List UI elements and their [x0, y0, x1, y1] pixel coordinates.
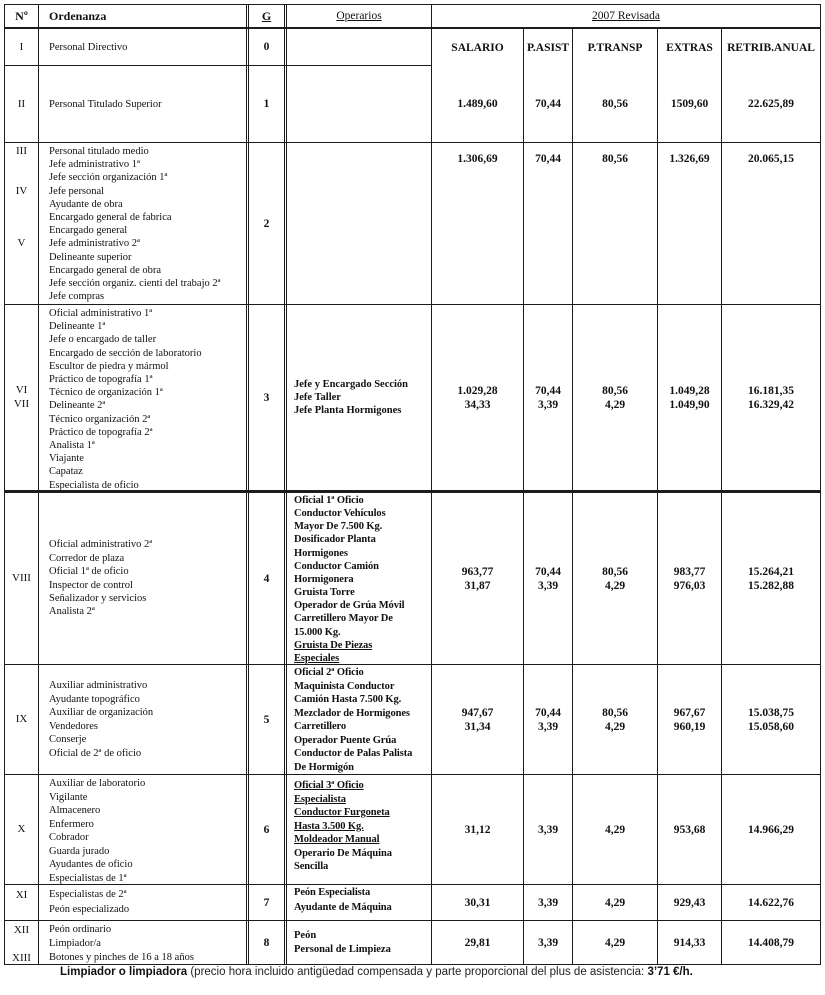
line: 3,39 [537, 823, 559, 836]
cell-extras-II [658, 66, 721, 142]
line: Peón [294, 929, 317, 941]
line: IV [15, 184, 28, 197]
line: 31,87 [464, 579, 491, 592]
line: Ayudante topográfico [49, 693, 140, 705]
line: Viajante [49, 453, 84, 465]
line: Cobrador [49, 832, 89, 843]
line: Jefe sección organización 1ª [49, 172, 168, 184]
line: 16.329,42 [748, 398, 794, 411]
line: 31,12 [464, 823, 491, 836]
line: 16.181,35 [748, 384, 794, 397]
line: Guarda jurado [49, 845, 110, 857]
left-columns-I-II [5, 29, 432, 142]
line: Peón especializado [49, 903, 130, 915]
line: Sencilla [294, 861, 329, 872]
cell-g-2: 2 [246, 143, 287, 304]
line: Enfermero [49, 818, 94, 830]
line: 80,56 [602, 98, 628, 110]
line: Práctico de topografía 2ª [49, 426, 153, 438]
cell-ordenanza-VIII [39, 493, 246, 664]
line: Oficial 3ª Oficio [294, 780, 364, 791]
cell-pasist-XI [524, 885, 573, 920]
line: Analista 1ª [49, 440, 95, 452]
line: Escultor de piedra y mármol [49, 360, 169, 372]
line: Peón Especialista [294, 887, 371, 898]
cell-ordenanza-II [39, 66, 246, 142]
line: 976,03 [673, 579, 706, 592]
cell-retrib-XII-XIII [722, 921, 820, 964]
cell-num-I [5, 29, 39, 65]
line: Mezclador de Hormigones [294, 707, 410, 719]
line: Limpiador/a [49, 938, 101, 949]
line: Conductor Camión [294, 560, 379, 572]
line: Conductor Vehículos [294, 508, 386, 520]
cell-operarios-X [287, 775, 432, 884]
table-header-row [5, 5, 820, 29]
cell-pasist-II [524, 66, 572, 142]
col-salario-I-II [432, 29, 524, 142]
line: 14.408,79 [748, 936, 794, 949]
cell-ordenanza-III-V [39, 143, 246, 304]
line: Auxiliar de organización [49, 707, 154, 718]
cell-operarios-VI-VII [287, 305, 432, 490]
line: De Hormigón [294, 761, 354, 773]
cell-retrib-VI-VII [722, 305, 820, 490]
row-II [5, 66, 432, 142]
line: 1.029,28 [457, 384, 498, 397]
line: Mayor De 7.500 Kg. [294, 521, 383, 533]
line: Técnico de organización 1ª [49, 387, 163, 399]
line: 15.038,75 [748, 706, 794, 719]
line: Botones y pinches de 16 a 18 años [49, 952, 194, 963]
line: Operador de Grúa Móvil [294, 600, 405, 612]
value-col-header-extras: EXTRAS [666, 41, 713, 54]
line: 947,67 [461, 706, 494, 719]
line: Auxiliar de laboratorio [49, 778, 146, 789]
cell-operarios-IX [287, 665, 432, 774]
line: Ayudante de Máquina [294, 901, 392, 913]
cell-operarios-I-empty [287, 29, 432, 65]
line: Hormigonera [294, 573, 354, 585]
col-header-ordenanza: Ordenanza [49, 8, 107, 23]
line: Almacenero [49, 805, 101, 816]
line: Práctico de topografía 1ª [49, 374, 153, 386]
line: Vendedores [49, 720, 98, 732]
row-group-XII-XIII [5, 920, 820, 964]
line: 963,77 [461, 565, 494, 578]
line: 960,19 [673, 720, 706, 733]
line: 30,31 [464, 896, 491, 909]
cell-ptransp-VIII [573, 493, 658, 664]
cell-salario-XII-XIII [432, 921, 524, 964]
line: 15.282,88 [748, 579, 794, 592]
line: 70,44 [535, 153, 561, 165]
line: 1.306,69 [457, 153, 498, 165]
line: 4,29 [604, 398, 626, 411]
col-header-operarios: Operarios [287, 5, 432, 27]
cell-pasist-IX [524, 665, 573, 774]
cell-g-1: 1 [246, 66, 287, 142]
cell-salario-XI [432, 885, 524, 920]
cell-extras-XII-XIII [658, 921, 722, 964]
line: Jefe Planta Hormigones [294, 405, 402, 417]
line: Oficial 1ª de oficio [49, 566, 129, 578]
line: Delineante 2ª [49, 400, 106, 412]
line: VII [13, 397, 30, 410]
line: V [17, 237, 26, 250]
cell-salario-VI-VII [432, 305, 524, 490]
row-group-VIII [5, 490, 820, 664]
cell-ordenanza-I [39, 29, 246, 65]
line: 1.326,69 [669, 153, 710, 165]
line: Delineante 1ª [49, 321, 106, 333]
line [5, 171, 38, 184]
cell-operarios-VIII [287, 493, 432, 664]
cell-num-VI-VII [5, 305, 39, 490]
line: 80,56 [602, 153, 628, 165]
line [5, 198, 38, 211]
cell-pasist-VIII [524, 493, 573, 664]
line: Gruista De Piezas [294, 639, 373, 651]
line: Conserje [49, 734, 87, 745]
line: 80,56 [602, 565, 628, 578]
cell-num-XI [5, 885, 39, 920]
line: 1509,60 [670, 98, 709, 110]
line: Analista 2ª [49, 606, 95, 618]
line: 70,44 [535, 706, 561, 719]
row-group-X [5, 774, 820, 884]
footnote-rate: 3’71 €/h. [647, 966, 693, 978]
line: Operador Puente Grúa [294, 734, 397, 746]
line: Maquinista Conductor [294, 680, 395, 692]
line: Señalizador y servicios [49, 592, 147, 604]
value-col-header-salario: SALARIO [451, 41, 504, 54]
line: 34,33 [464, 398, 491, 411]
line: Jefe Taller [294, 391, 341, 403]
cell-salario-X [432, 775, 524, 884]
line: 1.049,90 [669, 398, 710, 411]
line: XII [13, 924, 30, 936]
cell-ptransp-XI [573, 885, 658, 920]
cell-extras-VI-VII [658, 305, 722, 490]
col-header-2007-revisada: 2007 Revisada [591, 10, 661, 22]
value-col-header-retrib: RETRIB.ANUAL [727, 41, 815, 54]
cell-num-X [5, 775, 39, 884]
cell-ordenanza-XI [39, 885, 246, 920]
cell-num-VIII [5, 493, 39, 664]
roman-numeral: II [17, 98, 26, 110]
line: Oficial 2ª Oficio [294, 667, 364, 678]
line: Encargado de sección de laboratorio [49, 347, 202, 359]
cell-extras-IX [658, 665, 722, 774]
line: Jefe personal [49, 185, 105, 197]
line: Corredor de plaza [49, 552, 125, 564]
col-ptransp-I-II [573, 29, 658, 142]
line [5, 277, 38, 290]
cell-retrib-III-V [722, 143, 820, 304]
line: 4,29 [604, 936, 626, 949]
line: VI [15, 384, 28, 397]
line: Jefe administrativo 1ª [49, 159, 140, 171]
line: Delineante superior [49, 251, 132, 263]
line: Carretillero [294, 721, 347, 732]
line: Camión Hasta 7.500 Kg. [294, 694, 402, 705]
line: 1.049,28 [669, 384, 710, 397]
line: 1.489,60 [457, 98, 498, 110]
cell-retrib-X [722, 775, 820, 884]
line [5, 211, 38, 224]
line: 15.000 Kg. [294, 626, 341, 638]
line: 70,44 [535, 384, 561, 397]
line: XIII [12, 952, 31, 964]
line: 31,34 [464, 720, 491, 733]
cell-num-II [5, 66, 39, 142]
cell-salario-III-V [432, 143, 524, 304]
cell-ordenanza-IX [39, 665, 246, 774]
cell-salario-IX [432, 665, 524, 774]
line: Hormigones [294, 547, 348, 559]
line: Encargado general de fabrica [49, 212, 172, 224]
cell-ptransp-X [573, 775, 658, 884]
cell-operarios-II-empty [287, 66, 432, 142]
cell-retrib-II [722, 66, 820, 142]
cell-ordenanza-VI-VII [39, 305, 246, 490]
roman-numeral: I [19, 41, 24, 53]
line: 22.625,89 [748, 98, 794, 110]
row-I [5, 29, 432, 66]
cell-pasist-X [524, 775, 573, 884]
row-group-IX [5, 664, 820, 774]
line: Conductor de Palas Palista [294, 748, 413, 759]
footnote-body: (precio hora incluido antigüedad compensada y parte proporcional del plus de asistencia: [187, 966, 648, 978]
cell-operarios-XI [287, 885, 432, 920]
line: Especialista [294, 793, 346, 805]
row-group-VI-VII [5, 304, 820, 490]
line: Peón ordinario [49, 924, 112, 935]
line: Encargado general [49, 225, 128, 237]
ordenanza-text: Personal Directivo [49, 41, 128, 53]
col-extras-I-II [658, 29, 722, 142]
line: Encargado general de obra [49, 264, 162, 276]
cell-ptransp-XII-XIII [573, 921, 658, 964]
cell-salario-VIII [432, 493, 524, 664]
cell-ptransp-VI-VII [573, 305, 658, 490]
line [5, 158, 38, 171]
line: 4,29 [604, 823, 626, 836]
line: Oficial administrativo 1ª [49, 308, 153, 319]
line: Moldeador Manual [294, 834, 380, 845]
cell-g-0: 0 [246, 29, 287, 65]
cell-retrib-IX [722, 665, 820, 774]
col-header-num: Nº [5, 5, 39, 27]
footnote-lead: Limpiador o limpiadora [60, 966, 188, 978]
line: 914,33 [673, 936, 706, 949]
line: Personal titulado medio [49, 146, 149, 157]
cell-num-XII-XIII [5, 921, 39, 964]
line: 20.065,15 [748, 153, 794, 165]
line: 80,56 [602, 384, 628, 397]
cell-g-4: 4 [246, 493, 287, 664]
line: Personal de Limpieza [294, 943, 391, 955]
line: 29,81 [464, 936, 491, 949]
cell-retrib-VIII [722, 493, 820, 664]
cell-ptransp-III-V [573, 143, 658, 304]
cell-g-5: 5 [246, 665, 287, 774]
line: 15.058,60 [748, 720, 794, 733]
cell-extras-X [658, 775, 722, 884]
value-col-header-pasist: P.ASIST [526, 41, 570, 54]
cell-ptransp-II [573, 66, 657, 142]
line: Conductor Furgoneta [294, 807, 390, 818]
line: 80,56 [602, 706, 628, 719]
cell-extras-III-V [658, 143, 722, 304]
line: 14.622,76 [748, 896, 794, 909]
line [5, 251, 38, 264]
line: VIII [12, 571, 31, 584]
line: Jefe o encargado de taller [49, 334, 157, 346]
line: Operario De Máquina [294, 847, 392, 859]
col-retrib-I-II [722, 29, 820, 142]
col-header-g: G [246, 5, 287, 27]
cell-pasist-VI-VII [524, 305, 573, 490]
line: 983,77 [673, 565, 706, 578]
col-pasist-I-II [524, 29, 573, 142]
line: Ayudantes de oficio [49, 859, 133, 870]
line: Técnico organización 2ª [49, 413, 151, 425]
line: Jefe sección organiz. cienti del trabajo 2ª [49, 278, 221, 290]
line: Oficial administrativo 2ª [49, 539, 153, 551]
line: Dosificador Planta [294, 534, 376, 546]
cell-ptransp-IX [573, 665, 658, 774]
cell-operarios-III-V-empty [287, 143, 432, 304]
cell-g-8: 8 [246, 921, 287, 964]
line: 4,29 [604, 579, 626, 592]
line: 3,39 [537, 936, 559, 949]
line [5, 264, 38, 277]
line: Oficial de 2ª de oficio [49, 747, 142, 759]
line: 929,43 [673, 896, 706, 909]
line: Auxiliar administrativo [49, 680, 148, 691]
line: IX [15, 712, 28, 725]
line: 70,44 [535, 98, 561, 110]
line: Especialistas de 1ª [49, 872, 127, 884]
row-group-XI [5, 884, 820, 920]
cell-num-III-V [5, 143, 39, 304]
salary-table [4, 4, 821, 965]
line: 3,39 [537, 579, 559, 592]
line: 3,39 [537, 720, 559, 733]
line: Carretillero Mayor De [294, 613, 393, 625]
line: 4,29 [604, 720, 626, 733]
cell-salario-II [432, 66, 523, 142]
line: Especialistas de 2ª [49, 889, 127, 900]
line: Inspector de control [49, 579, 133, 591]
line: Hasta 3.500 Kg. [294, 820, 364, 832]
line: Especiales [294, 652, 340, 664]
line: 3,39 [537, 896, 559, 909]
line [5, 290, 38, 303]
line: 967,67 [673, 706, 706, 719]
cell-g-7: 7 [246, 885, 287, 920]
line: Oficial 1ª Oficio [294, 495, 364, 506]
line: Jefe administrativo 2ª [49, 238, 140, 250]
line: 15.264,21 [748, 565, 794, 578]
cell-g-3: 3 [246, 305, 287, 490]
line: 3,39 [537, 398, 559, 411]
line: Jefe y Encargado Sección [294, 378, 409, 390]
line: X [17, 822, 26, 835]
line [5, 937, 38, 951]
cell-operarios-XII-XIII [287, 921, 432, 964]
line: Ayudante de obra [49, 198, 123, 210]
cell-pasist-XII-XIII [524, 921, 573, 964]
line: 70,44 [535, 565, 561, 578]
cell-num-IX [5, 665, 39, 774]
line: XI [15, 889, 28, 901]
cell-extras-VIII [658, 493, 722, 664]
row-group-I-II [5, 29, 820, 142]
line: 4,29 [604, 896, 626, 909]
line: Jefe compras [49, 291, 105, 303]
line: Especialista de oficio [49, 479, 139, 490]
line: 14.966,29 [748, 823, 794, 836]
cell-ordenanza-X [39, 775, 246, 884]
line: 953,68 [673, 823, 706, 836]
row-group-III-V [5, 142, 820, 304]
line: III [16, 145, 27, 157]
cell-g-6: 6 [246, 775, 287, 884]
footnote [60, 966, 820, 978]
value-col-header-ptransp: P.TRANSP [587, 41, 643, 54]
line: Vigilante [49, 791, 88, 803]
line: Gruista Torre [294, 587, 355, 599]
cell-ordenanza-XII-XIII [39, 921, 246, 964]
ordenanza-text: Personal Titulado Superior [49, 98, 162, 110]
cell-pasist-III-V [524, 143, 573, 304]
cell-retrib-XI [722, 885, 820, 920]
cell-extras-XI [658, 885, 722, 920]
line [5, 224, 38, 237]
line: Capataz [49, 466, 83, 478]
